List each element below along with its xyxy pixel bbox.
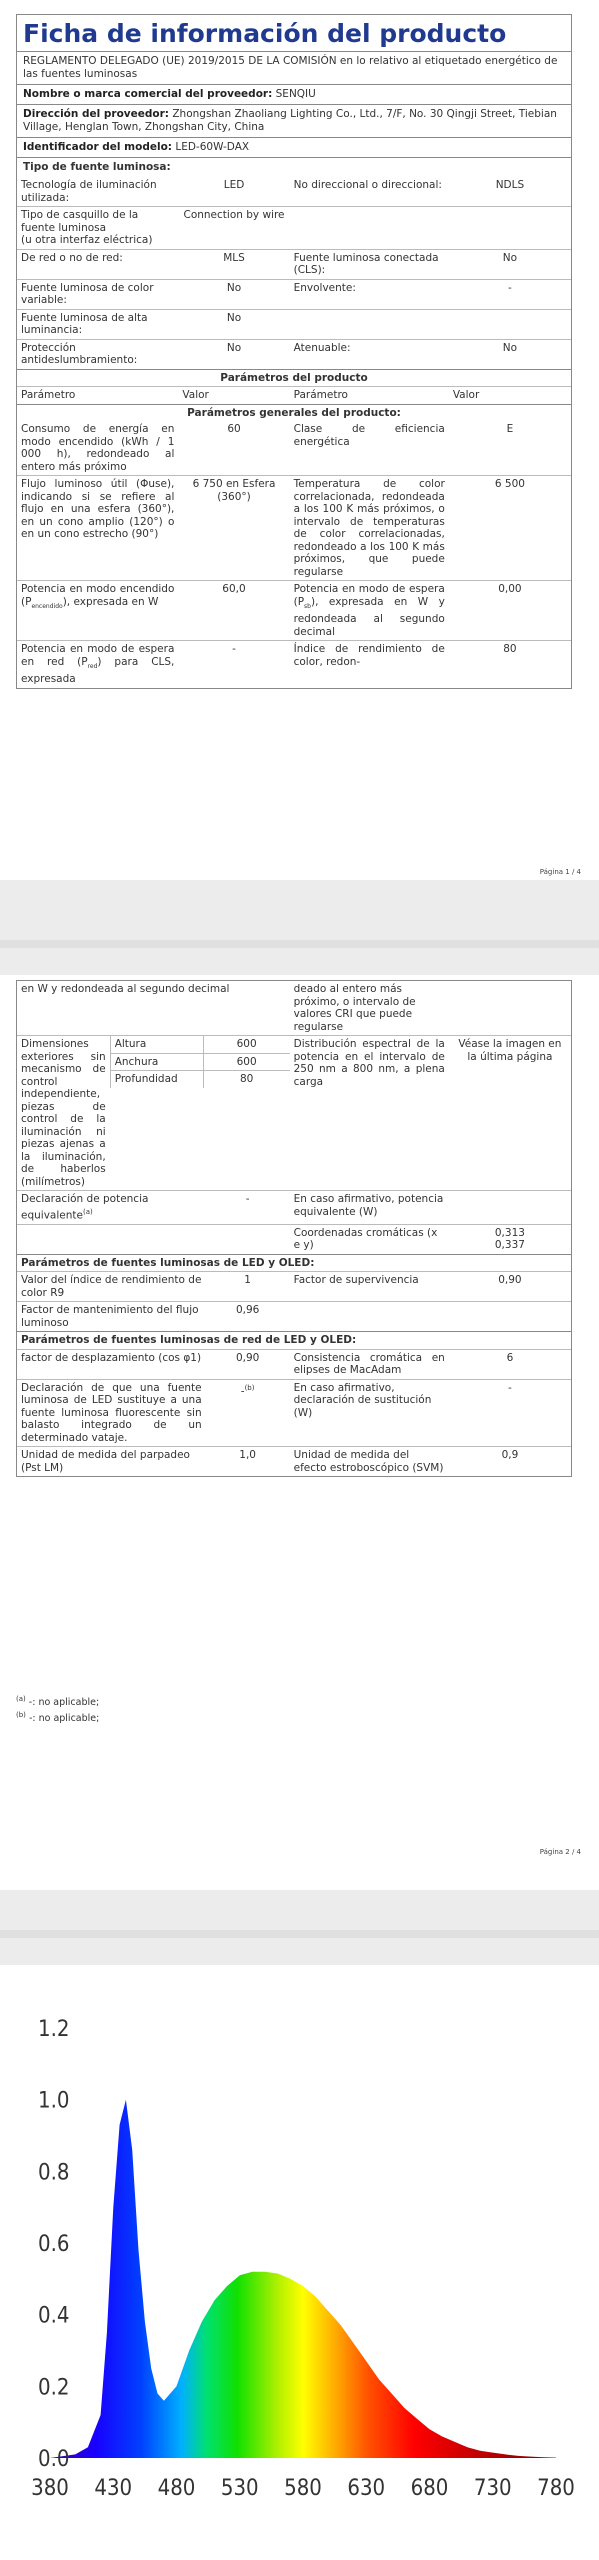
y-tick-label: 1.2 (38, 2017, 70, 2042)
general-param-value: 6 750 en Esfera (360°) (178, 476, 289, 581)
svm-value: 0,9 (449, 1447, 571, 1477)
led-params-title: Parámetros de fuentes luminosas de LED y OLED: (17, 1254, 571, 1272)
replace-decl-value: - (449, 1379, 571, 1447)
type-row (17, 309, 571, 339)
spectral-label: Distribución espectral de la potencia en el intervalo de 250 nm a 800 nm, a plena carga (290, 1036, 449, 1191)
footnotes (16, 1693, 99, 1725)
cont-label-1: en W y redondeada al segundo decimal (21, 983, 230, 995)
cos-value: 0,90 (206, 1349, 290, 1379)
type-param-value: LED (223, 179, 245, 191)
replace-value: -$^{(b)}$ (206, 1379, 290, 1447)
type-param-label: Fuente luminosa de alta luminancia: (17, 309, 178, 339)
dimension-value: 600 (203, 1053, 289, 1071)
type-row (17, 177, 571, 207)
x-tick-label: 580 (284, 2476, 322, 2501)
type-param-label-2 (290, 309, 449, 339)
general-param-value-2: 80 (449, 641, 571, 688)
dimension-key: Profundidad (110, 1071, 203, 1088)
survival-value: 0,90 (449, 1272, 571, 1302)
x-tick-label: 730 (473, 2476, 512, 2501)
product-sheet-frame-2 (16, 980, 572, 1477)
model-value: LED-60W-DAX (175, 141, 250, 153)
col-head-value-2: Valor (449, 387, 571, 405)
general-param-value-2: 6 500 (449, 476, 571, 581)
type-param-value: No (178, 339, 289, 369)
y-tick-label: 0.8 (38, 2160, 70, 2186)
type-param-value: No (178, 309, 289, 339)
y-tick-label: 0.4 (38, 2303, 70, 2329)
pst-label: Unidad de medida del parpadeo (Pst LM) (17, 1447, 206, 1477)
x-tick-label: 680 (410, 2476, 449, 2501)
brand-label: Nombre o marca comercial del proveedor: (23, 88, 273, 100)
x-tick-label: 380 (31, 2476, 69, 2501)
general-param-label-2: Potencia en modo de espera $(P_{sb})$, expresada en W y redondeada al segundo decimal (290, 581, 449, 641)
type-param-value-2: - (449, 279, 571, 309)
dimension-row (110, 1036, 289, 1053)
chroma-label: Coordenadas cromáticas (x e y) (290, 1224, 449, 1254)
type-row (17, 249, 571, 279)
maintenance-label: Factor de mantenimiento del flujo luminoso (17, 1302, 206, 1332)
address-value: Zhongshan Zhaoliang Lighting Co., Ltd., 7/F, No. 30 Qingji Street, Tiebian Village, Henglan Town, Zhongshan City, China (23, 108, 557, 133)
type-param-value-2: NDLS (495, 179, 525, 191)
survival-label: Factor de supervivencia (290, 1272, 449, 1302)
watermark-text: TSGK (136, 2183, 178, 2243)
col-head-value: Valor (178, 387, 289, 405)
dimension-key: Altura (110, 1036, 203, 1053)
type-param-label: De red o no de red: (17, 249, 178, 279)
dimension-row (110, 1053, 289, 1071)
pst-value: 1,0 (206, 1447, 290, 1477)
macadam-value: 6 (449, 1349, 571, 1379)
general-param-label: Consumo de energía en modo encendido (kWh / 1 000 h), redondeado al entero más próximo (21, 423, 175, 473)
model-row (17, 138, 571, 158)
spectrum-area (50, 2100, 556, 2458)
general-param-value: 60 (227, 423, 241, 435)
type-param-value: MLS (178, 249, 289, 279)
general-param-value: 60,0 (178, 581, 289, 641)
x-tick-label: 430 (94, 2476, 133, 2501)
type-param-label-2: Atenuable: (290, 339, 449, 369)
dimensions-label: Dimensiones exteriores sin mecanismo de control independiente, piezas de control de la iluminación ni piezas ajenas a la iluminación, de haberlos (milímetros) (17, 1036, 110, 1191)
cos-label: factor de desplazamiento (cos φ1) (17, 1349, 206, 1379)
svm-label: Unidad de medida del efecto estroboscópico (SVM) (290, 1447, 449, 1477)
type-param-label-2 (290, 207, 449, 250)
general-param-label-2: Temperatura de color correlacionada, redondeada a los 100 K más próximos, o intervalo de temperaturas de color correlacionadas, redondeado a los 100 K más próximos, que puede regularse (290, 476, 449, 581)
watermark-text: TSGK (518, 2178, 560, 2238)
general-param-label-2: Clase de eficiencia energética (293, 423, 445, 448)
y-tick-label: 1.0 (38, 2088, 70, 2114)
macadam-label: Consistencia cromática en elipses de MacAdam (290, 1349, 449, 1379)
type-param-value: No (178, 279, 289, 309)
dimension-row (110, 1071, 289, 1088)
model-label: Identificador del modelo: (23, 141, 172, 153)
replace-label: Declaración de que una fuente luminosa de LED sustituye a una fuente luminosa fluorescente sin balasto integrado de un determinado vataje. (17, 1379, 206, 1447)
type-param-label-2: Fuente luminosa conectada (CLS): (290, 249, 449, 279)
address-label: Dirección del proveedor: (23, 108, 170, 120)
type-param-label: Protección antideslumbramiento: (17, 339, 178, 369)
y-tick-label: 0.2 (38, 2375, 70, 2401)
page-gap-2 (0, 1890, 599, 1965)
y-tick-label: 0.0 (38, 2447, 70, 2472)
footnote: $^{(a)}$ -: no aplicable; (16, 1695, 100, 1709)
cont-label-2: deado al entero más próximo, o intervalo de valores CRI que puede regularse (293, 983, 416, 1033)
type-param-value-2 (449, 309, 571, 339)
general-param-label: Potencia en modo encendido $(P_{encendido})$, expresada en W (17, 581, 178, 641)
col-head-param-2: Parámetro (290, 387, 449, 405)
type-param-label: Tecnología de iluminación utilizada: (21, 179, 157, 204)
y-tick-label: 0.6 (38, 2232, 70, 2257)
dimension-value: 80 (203, 1071, 289, 1088)
type-param-label-2: Envolvente: (290, 279, 449, 309)
equiv-label: Declaración de potencia equivalente$^{(a)}$ (17, 1191, 206, 1225)
general-param-value-2: 0,00 (449, 581, 571, 641)
general-param-value-2: E (506, 423, 514, 435)
params-table-2 (17, 981, 571, 1476)
general-param-value: - (178, 641, 289, 688)
page-1 (0, 0, 599, 880)
dimension-value: 600 (203, 1036, 289, 1053)
general-param-label: Potencia en modo de espera en red $(P_{red})$ para CLS, expresada (17, 641, 178, 688)
type-row (17, 339, 571, 369)
type-param-value-2: No (449, 249, 571, 279)
r9-value: 1 (206, 1272, 290, 1302)
chroma-value: 0,313 0,337 (449, 1224, 571, 1254)
general-param-row (17, 476, 571, 581)
type-row (17, 279, 571, 309)
type-row (17, 207, 571, 250)
type-param-label: Tipo de casquillo de la fuente luminosa (u otra interfaz eléctrica) (17, 207, 178, 250)
general-param-row (17, 641, 571, 688)
watermark-text: TSGK (433, 2168, 475, 2228)
type-param-value-2 (449, 207, 571, 250)
brand-row (17, 85, 571, 105)
regulation-text: REGLAMENTO DELEGADO (UE) 2019/2015 DE LA COMISIÓN en lo relativo al etiquetado energético de las fuentes luminosas (17, 52, 571, 85)
x-tick-label: 480 (157, 2476, 196, 2501)
params-title: Parámetros del producto (17, 369, 571, 387)
general-param-label-2: Índice de rendimiento de color, redon- (290, 641, 449, 688)
source-type-heading: Tipo de fuente luminosa: (23, 161, 171, 173)
watermark-text: TSGK (308, 2163, 350, 2223)
general-param-row (17, 421, 571, 476)
page-title: Ficha de información del producto (17, 15, 571, 52)
type-param-value: Connection by wire (178, 207, 289, 250)
mains-params-title: Parámetros de fuentes luminosas de red de LED y OLED: (17, 1332, 571, 1350)
type-param-value-2: No (449, 339, 571, 369)
replace-decl-label: En caso afirmativo, declaración de sustitución (W) (290, 1379, 449, 1447)
dimension-key: Anchura (110, 1053, 203, 1071)
general-param-row (17, 581, 571, 641)
params-table (17, 369, 571, 688)
footnote: $^{(b)}$ -: no aplicable; (16, 1711, 100, 1725)
brand-value: SENQIU (275, 88, 316, 100)
product-sheet-frame (16, 14, 572, 689)
type-param-label-2: No direccional o direccional: (293, 179, 442, 191)
x-tick-label: 530 (220, 2476, 259, 2501)
x-tick-label: 780 (537, 2476, 575, 2501)
page-gap (0, 880, 599, 975)
r9-label: Valor del índice de rendimiento de color R9 (17, 1272, 206, 1302)
spectral-distribution-chart (31, 2010, 575, 2515)
equiv-power-label: En caso afirmativo, potencia equivalente (W) (290, 1191, 449, 1225)
equiv-value: - (206, 1191, 290, 1225)
equiv-power-value (449, 1191, 571, 1225)
address-row (17, 105, 571, 138)
type-param-label: Fuente luminosa de color variable: (17, 279, 178, 309)
general-title: Parámetros generales del producto: (17, 404, 571, 421)
dimensions-table (110, 1036, 290, 1088)
maintenance-value: 0,96 (206, 1302, 290, 1332)
page-number: Página 1 / 4 (539, 868, 581, 876)
page-2 (0, 975, 599, 1890)
col-head-param: Parámetro (17, 387, 178, 405)
page-number-2: Página 2 / 4 (539, 1848, 581, 1856)
spectral-value: Véase la imagen en la última página (449, 1036, 571, 1191)
type-table (17, 177, 571, 369)
general-param-label: Flujo luminoso útil (Φuse), indicando si se refiere al flujo en una esfera (360°), en un cono amplio (120°) o en un cono estrecho (90°) (17, 476, 178, 581)
x-tick-label: 630 (347, 2476, 386, 2501)
